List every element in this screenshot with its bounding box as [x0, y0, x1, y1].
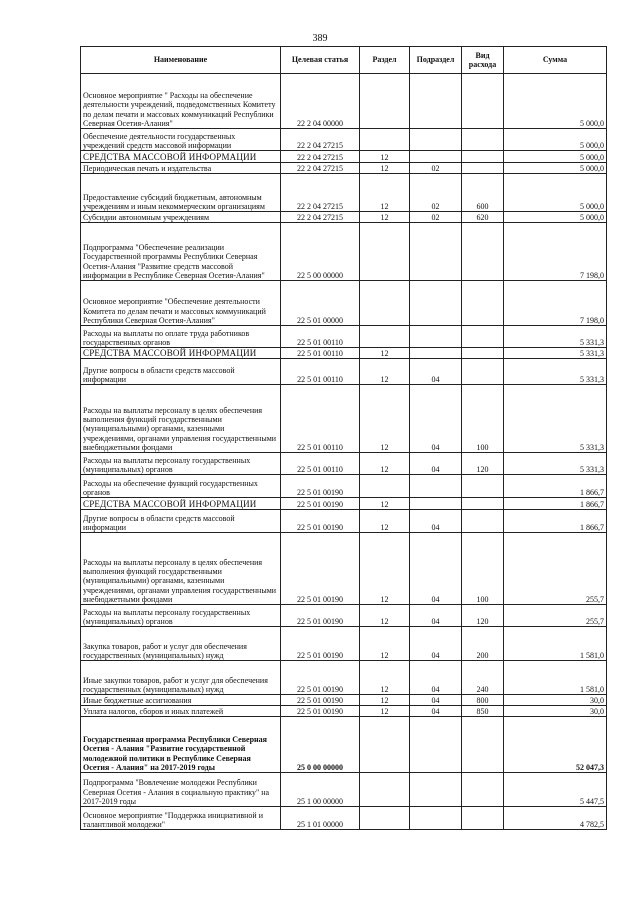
row-name: Субсидии автономным учреждениям — [81, 212, 281, 223]
row-name: Расходы на выплаты персоналу государственных (муниципальных) органов — [81, 453, 281, 475]
table-row — [81, 212, 607, 223]
row-type — [462, 163, 504, 174]
row-name: Другие вопросы в области средств массовой информации — [81, 510, 281, 533]
row-name: Расходы на обеспечение функций государственных органов — [81, 475, 281, 498]
row-type — [462, 510, 504, 533]
row-type — [462, 74, 504, 129]
row-amount: 5 000,0 — [504, 129, 607, 151]
table-row — [81, 151, 607, 163]
row-section — [360, 326, 410, 348]
row-section: 12 — [360, 348, 410, 359]
row-name: Другие вопросы в области средств массовой информации — [81, 359, 281, 385]
row-type: 600 — [462, 174, 504, 212]
row-amount: 5 000,0 — [504, 163, 607, 174]
row-section: 12 — [360, 627, 410, 661]
row-name: Основное мероприятие " Расходы на обеспечение деятельности учреждений, подведомственных Комитету по делам печати и массовых коммуникаций Республики Северная Осетия-Алания" — [81, 74, 281, 129]
row-subsection — [410, 281, 462, 326]
row-name: СРЕДСТВА МАССОВОЙ ИНФОРМАЦИИ — [81, 348, 281, 359]
row-section: 12 — [360, 706, 410, 717]
table-row — [81, 163, 607, 174]
row-amount: 255,7 — [504, 605, 607, 627]
row-name: Подпрограмма "Вовлечение молодежи Республики Северная Осетия - Алания в социальную практику" на 2017-2019 годы — [81, 773, 281, 807]
row-amount: 5 331,3 — [504, 348, 607, 359]
row-code: 22 5 01 00190 — [281, 533, 360, 605]
row-name: Уплата налогов, сборов и иных платежей — [81, 706, 281, 717]
row-section: 12 — [360, 533, 410, 605]
page-number: 389 — [312, 33, 328, 44]
row-code: 22 5 01 00190 — [281, 661, 360, 695]
row-section: 12 — [360, 163, 410, 174]
row-name: Основное мероприятие "Поддержка инициативной и талантливой молодежи" — [81, 807, 281, 830]
table-row — [81, 129, 607, 151]
table-row — [81, 359, 607, 385]
row-section — [360, 475, 410, 498]
row-subsection — [410, 129, 462, 151]
table-row — [81, 533, 607, 605]
row-name: Иные бюджетные ассигнования — [81, 695, 281, 706]
row-amount: 1 581,0 — [504, 627, 607, 661]
row-code: 22 5 01 00190 — [281, 605, 360, 627]
table-row — [81, 348, 607, 359]
row-code: 25 1 00 00000 — [281, 773, 360, 807]
row-code: 22 2 04 27215 — [281, 163, 360, 174]
row-type — [462, 359, 504, 385]
row-section: 12 — [360, 385, 410, 453]
row-code: 22 5 01 00110 — [281, 385, 360, 453]
row-code: 22 5 01 00190 — [281, 510, 360, 533]
header-section: Раздел — [360, 47, 410, 74]
row-name: Государственная программа Республики Северная Осетия - Алания "Развитие государственной молодежной политики в Республике Северная Осетия - Алания" на 2017-2019 годы — [81, 717, 281, 773]
row-name: Обеспечение деятельности государственных учреждений средств массовой информации — [81, 129, 281, 151]
row-section — [360, 223, 410, 281]
row-amount: 5 000,0 — [504, 74, 607, 129]
row-section — [360, 281, 410, 326]
header-name: Наименование — [81, 47, 281, 74]
row-type — [462, 326, 504, 348]
budget-table — [80, 46, 607, 830]
row-section: 12 — [360, 605, 410, 627]
row-subsection: 02 — [410, 163, 462, 174]
row-subsection — [410, 498, 462, 510]
row-section: 12 — [360, 174, 410, 212]
row-amount: 255,7 — [504, 533, 607, 605]
header-subsection: Подраздел — [410, 47, 462, 74]
row-section: 12 — [360, 453, 410, 475]
row-code: 25 1 01 00000 — [281, 807, 360, 830]
table-row — [81, 498, 607, 510]
row-subsection — [410, 74, 462, 129]
row-section — [360, 807, 410, 830]
row-section: 12 — [360, 212, 410, 223]
row-name: Расходы на выплаты персоналу государственных (муниципальных) органов — [81, 605, 281, 627]
header-amount: Сумма — [504, 47, 607, 74]
row-code: 22 5 01 00000 — [281, 281, 360, 326]
row-section: 12 — [360, 359, 410, 385]
row-subsection: 04 — [410, 453, 462, 475]
table-row — [81, 661, 607, 695]
table-row — [81, 510, 607, 533]
row-type — [462, 498, 504, 510]
row-subsection: 04 — [410, 605, 462, 627]
row-type — [462, 129, 504, 151]
row-type: 100 — [462, 533, 504, 605]
row-type — [462, 348, 504, 359]
table-row — [81, 807, 607, 830]
table-row — [81, 223, 607, 281]
row-name: Подпрограмма "Обеспечение реализации Государственной программы Республики Северная Осетия-Алания "Развитие средств массовой информации в Республике Северная Осетия-Алания" — [81, 223, 281, 281]
row-name: СРЕДСТВА МАССОВОЙ ИНФОРМАЦИИ — [81, 151, 281, 163]
row-code: 22 2 04 27215 — [281, 129, 360, 151]
row-amount: 30,0 — [504, 695, 607, 706]
row-name: Расходы на выплаты персоналу в целях обеспечения выполнения функций государственными (муниципальными) органами, казенными учреждениями, органами управления государственными внебюджетными фондами — [81, 385, 281, 453]
row-subsection: 04 — [410, 385, 462, 453]
row-amount: 7 198,0 — [504, 281, 607, 326]
table-row — [81, 453, 607, 475]
row-amount: 7 198,0 — [504, 223, 607, 281]
row-code: 22 2 04 27215 — [281, 174, 360, 212]
row-type: 850 — [462, 706, 504, 717]
row-subsection — [410, 326, 462, 348]
row-type — [462, 807, 504, 830]
row-subsection: 04 — [410, 359, 462, 385]
table-row — [81, 717, 607, 773]
row-type — [462, 475, 504, 498]
row-amount: 5 331,3 — [504, 385, 607, 453]
row-subsection: 04 — [410, 706, 462, 717]
row-name: Закупка товаров, работ и услуг для обеспечения государственных (муниципальных) нужд — [81, 627, 281, 661]
table-row — [81, 385, 607, 453]
row-type — [462, 281, 504, 326]
row-code: 22 5 01 00190 — [281, 475, 360, 498]
row-type: 120 — [462, 605, 504, 627]
row-section: 12 — [360, 151, 410, 163]
row-code: 22 2 04 27215 — [281, 212, 360, 223]
row-amount: 1 866,7 — [504, 510, 607, 533]
row-amount: 52 047,3 — [504, 717, 607, 773]
row-name: Иные закупки товаров, работ и услуг для обеспечения государственных (муниципальных) нужд — [81, 661, 281, 695]
row-section: 12 — [360, 498, 410, 510]
table-row — [81, 706, 607, 717]
table-row — [81, 475, 607, 498]
row-section — [360, 773, 410, 807]
row-name: Расходы на выплаты по оплате труда работников государственных органов — [81, 326, 281, 348]
row-name: Предоставление субсидий бюджетным, автономным учреждениям и иным некоммерческим организациям — [81, 174, 281, 212]
row-code: 22 5 01 00110 — [281, 453, 360, 475]
header-target: Целевая статья — [281, 47, 360, 74]
row-subsection: 04 — [410, 533, 462, 605]
row-amount: 5 447,5 — [504, 773, 607, 807]
row-amount: 5 000,0 — [504, 174, 607, 212]
row-subsection: 02 — [410, 174, 462, 212]
row-subsection — [410, 807, 462, 830]
row-amount: 5 331,3 — [504, 359, 607, 385]
row-type — [462, 151, 504, 163]
row-subsection: 04 — [410, 510, 462, 533]
table-header-row — [81, 47, 607, 74]
row-amount: 1 866,7 — [504, 498, 607, 510]
row-type: 200 — [462, 627, 504, 661]
row-amount: 4 782,5 — [504, 807, 607, 830]
row-subsection — [410, 151, 462, 163]
row-subsection: 04 — [410, 661, 462, 695]
row-subsection — [410, 717, 462, 773]
row-code: 22 5 01 00190 — [281, 695, 360, 706]
row-type: 120 — [462, 453, 504, 475]
row-code: 25 0 00 00000 — [281, 717, 360, 773]
row-amount: 30,0 — [504, 706, 607, 717]
row-code: 22 5 01 00110 — [281, 326, 360, 348]
header-expense-type: Вид расхода — [462, 47, 504, 74]
row-code: 22 5 01 00190 — [281, 706, 360, 717]
table-row — [81, 773, 607, 807]
row-subsection — [410, 348, 462, 359]
row-code: 22 5 01 00190 — [281, 627, 360, 661]
row-type — [462, 773, 504, 807]
row-section — [360, 129, 410, 151]
row-name: СРЕДСТВА МАССОВОЙ ИНФОРМАЦИИ — [81, 498, 281, 510]
row-type — [462, 223, 504, 281]
row-name: Основное мероприятие "Обеспечение деятельности Комитета по делам печати и массовых коммуникаций Республики Северная Осетия-Алания" — [81, 281, 281, 326]
table-row — [81, 695, 607, 706]
row-subsection: 02 — [410, 212, 462, 223]
row-subsection — [410, 223, 462, 281]
row-amount: 5 331,3 — [504, 326, 607, 348]
table-row — [81, 74, 607, 129]
table-row — [81, 627, 607, 661]
row-type: 620 — [462, 212, 504, 223]
row-amount: 5 000,0 — [504, 151, 607, 163]
row-name: Периодическая печать и издательства — [81, 163, 281, 174]
row-section: 12 — [360, 661, 410, 695]
row-type: 800 — [462, 695, 504, 706]
row-type: 240 — [462, 661, 504, 695]
row-amount: 5 331,3 — [504, 453, 607, 475]
table-row — [81, 174, 607, 212]
row-code: 22 5 01 00110 — [281, 359, 360, 385]
row-code: 22 5 01 00190 — [281, 498, 360, 510]
row-subsection — [410, 475, 462, 498]
table-row — [81, 605, 607, 627]
row-code: 22 5 00 00000 — [281, 223, 360, 281]
row-section: 12 — [360, 695, 410, 706]
table-row — [81, 326, 607, 348]
row-section — [360, 717, 410, 773]
row-code: 22 2 04 27215 — [281, 151, 360, 163]
row-subsection: 04 — [410, 695, 462, 706]
row-amount: 5 000,0 — [504, 212, 607, 223]
row-amount: 1 581,0 — [504, 661, 607, 695]
row-section: 12 — [360, 510, 410, 533]
row-amount: 1 866,7 — [504, 475, 607, 498]
row-section — [360, 74, 410, 129]
row-type: 100 — [462, 385, 504, 453]
row-code: 22 5 01 00110 — [281, 348, 360, 359]
row-subsection: 04 — [410, 627, 462, 661]
row-subsection — [410, 773, 462, 807]
row-type — [462, 717, 504, 773]
table-row — [81, 281, 607, 326]
row-name: Расходы на выплаты персоналу в целях обеспечения выполнения функций государственными (муниципальными) органами, казенными учреждениями, органами управления государственными внебюджетными фондами — [81, 533, 281, 605]
row-code: 22 2 04 00000 — [281, 74, 360, 129]
